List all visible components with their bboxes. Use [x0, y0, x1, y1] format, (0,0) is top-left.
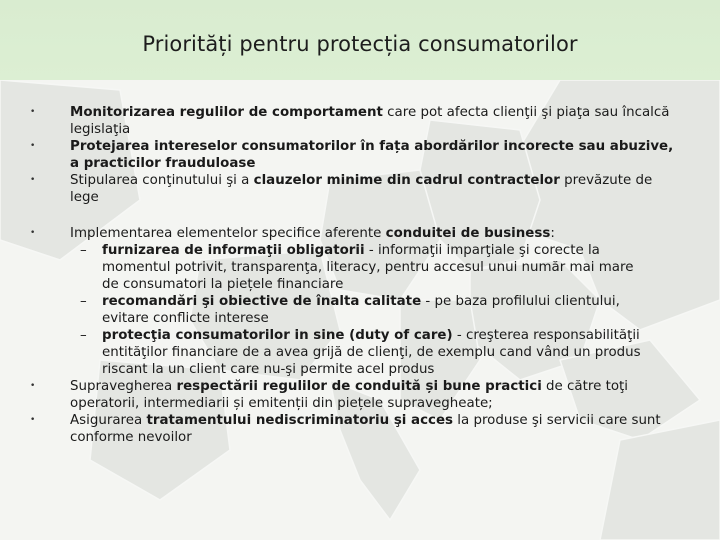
bullet-bold-text: tratamentului nediscriminatoriu şi acces — [146, 413, 454, 428]
sub-text: - pe baza profilului clientului, evitare conflicte interese — [102, 294, 620, 326]
bullet-icon: • — [30, 175, 36, 185]
bullet-icon: • — [30, 228, 36, 238]
bullet-bold-text: Monitorizarea regulilor de comportament — [70, 105, 383, 120]
bullet-text: Supravegherea — [70, 379, 177, 394]
sub-bold-text: furnizarea de informaţii obligatorii — [102, 243, 365, 258]
bullet-text: Asigurarea — [70, 413, 147, 428]
bullet-icon: • — [30, 107, 36, 117]
sub-list-item — [0, 293, 720, 327]
list-item — [0, 412, 720, 446]
sub-bold-text: recomandări şi obiective de înalta calitate — [102, 294, 422, 309]
sub-text: - creşterea responsabilităţii entităţilor financiare de a avea grijă de clienţi, de exemplu cand vând un produs riscant la un client care nu-şi permite acel produs — [102, 328, 641, 377]
bullet-icon: • — [30, 381, 36, 391]
bullet-bold-text: conduitei de business — [385, 226, 551, 241]
bullet-text: Implementarea elementelor specifice aferente — [70, 226, 386, 241]
bullet-text: de către toţi operatorii, intermediarii și emitenții din piețele supravegheate; — [70, 379, 628, 411]
list-item — [0, 225, 720, 242]
dash-marker: – — [80, 294, 87, 309]
dash-marker: – — [80, 243, 87, 258]
bullet-bold-text: respectării regulilor de conduită și bune practici — [176, 379, 542, 394]
bullet-text: : — [550, 226, 555, 241]
list-item — [0, 104, 720, 138]
dash-marker: – — [80, 328, 87, 343]
bullet-bold-text: clauzelor minime din cadrul contractelor — [253, 173, 560, 188]
bullet-text: Stipularea conţinutului şi a — [70, 173, 254, 188]
bullet-text: la produse şi servicii care sunt conforme nevoilor — [70, 413, 661, 445]
bullet-list — [0, 104, 720, 446]
title-band — [0, 0, 720, 80]
list-item — [0, 138, 720, 172]
list-item — [0, 172, 720, 206]
list-item — [0, 378, 720, 412]
page-title: Priorități pentru protecția consumatorilor — [142, 32, 578, 56]
bullet-text: care pot afecta clienţii şi piaţa sau încalcă legislaţia — [70, 105, 670, 137]
sub-list-item — [0, 327, 720, 378]
sub-list-item — [0, 242, 720, 293]
bullet-icon: • — [30, 415, 36, 425]
bullet-icon: • — [30, 141, 36, 151]
bullet-bold-text: Protejarea intereselor consumatorilor în fața abordărilor incorecte sau abuzive, a practicilor frauduloase — [70, 139, 674, 171]
sub-bold-text: protecţia consumatorilor in sine (duty of care) — [102, 328, 453, 343]
bullet-text: prevăzute de lege — [70, 173, 653, 205]
sub-text: - informaţii imparţiale şi corecte la momentul potrivit, transparenţa, literacy, pentru accesul unui număr mai mare de consumatori la piețele financiare — [102, 243, 634, 292]
